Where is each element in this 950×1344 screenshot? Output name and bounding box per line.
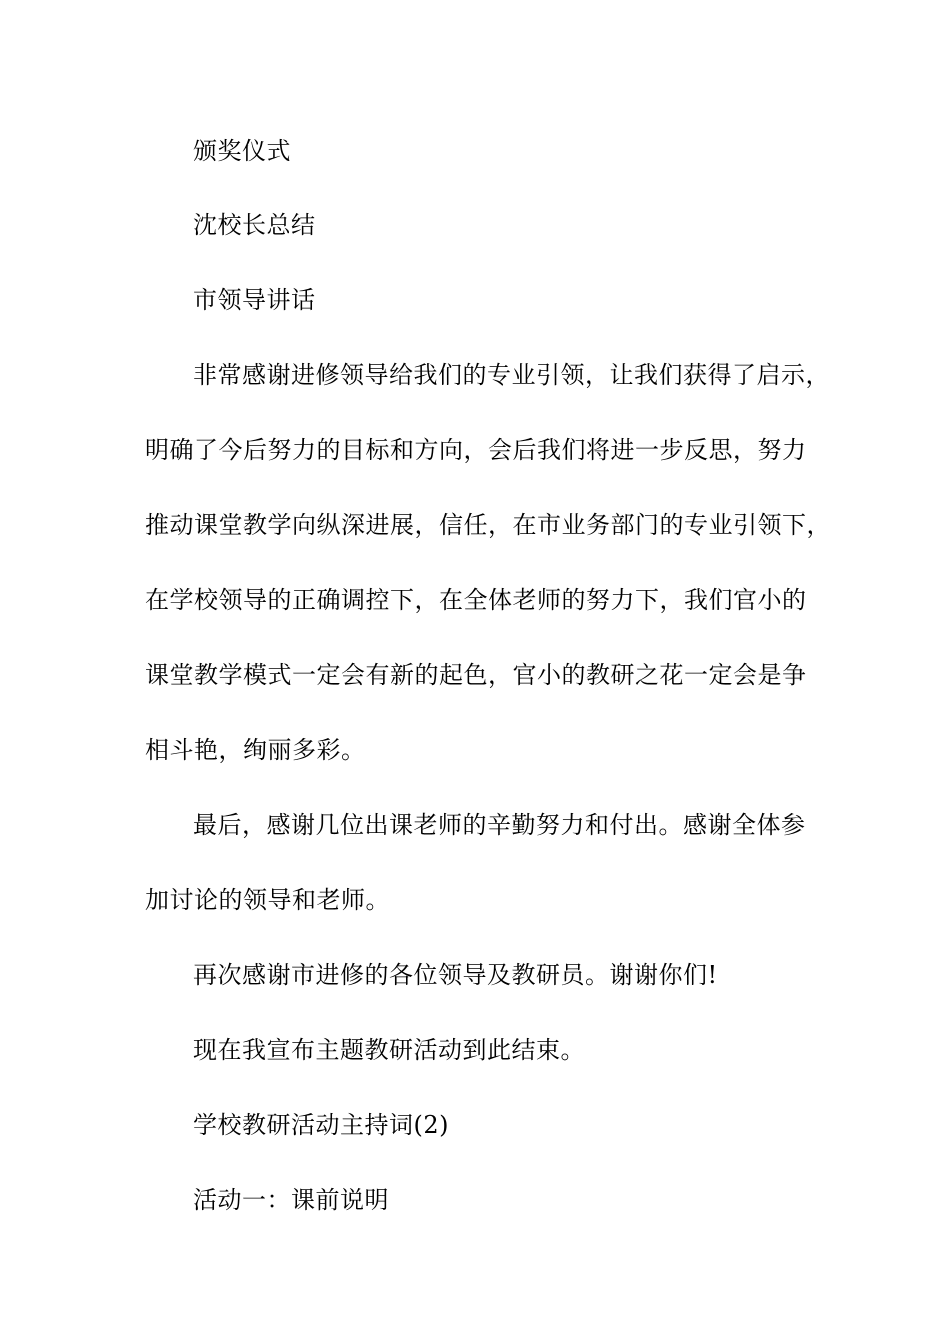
paragraph-thanks-line-1: 非常感谢进修领导给我们的专业引领，让我们获得了启示， bbox=[193, 361, 830, 389]
paragraph-thanks-line-3: 推动课堂教学向纵深进展，信任，在市业务部门的专业引领下， bbox=[145, 511, 831, 539]
paragraph-award-ceremony: 颁奖仪式 bbox=[193, 137, 291, 165]
paragraph-thanks-line-5: 课堂教学模式一定会有新的起色，官小的教研之花一定会是争 bbox=[145, 661, 807, 689]
paragraph-thanks-again: 再次感谢市进修的各位领导及教研员。谢谢你们! bbox=[193, 961, 718, 989]
section-heading: 学校教研活动主持词(2) bbox=[193, 1111, 449, 1139]
paragraph-principal-summary: 沈校长总结 bbox=[193, 211, 316, 239]
paragraph-final-thanks-line-2: 加讨论的领导和老师。 bbox=[145, 886, 390, 914]
paragraph-final-thanks-line-1: 最后，感谢几位出课老师的辛勤努力和付出。感谢全体参 bbox=[193, 811, 806, 839]
paragraph-thanks-line-4: 在学校领导的正确调控下，在全体老师的努力下，我们官小的 bbox=[145, 586, 807, 614]
paragraph-city-leader-speech: 市领导讲话 bbox=[193, 286, 316, 314]
activity-one-title: 活动一：课前说明 bbox=[193, 1186, 389, 1214]
paragraph-thanks-line-6: 相斗艳，绚丽多彩。 bbox=[145, 736, 366, 764]
paragraph-thanks-line-2: 明确了今后努力的目标和方向，会后我们将进一步反思，努力 bbox=[145, 436, 807, 464]
paragraph-closing-announcement: 现在我宣布主题教研活动到此结束。 bbox=[193, 1036, 585, 1064]
